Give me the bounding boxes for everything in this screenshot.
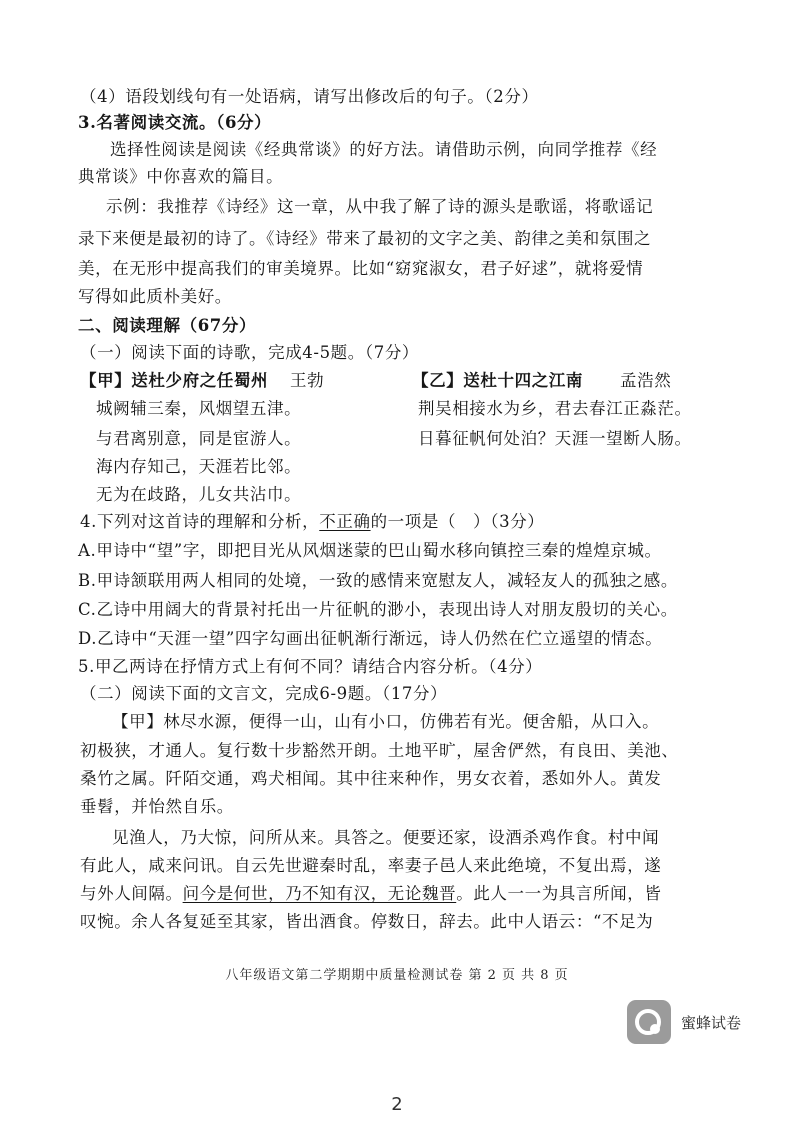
poem-a-line-4: 无为在歧路，儿女共沾巾。 <box>96 485 302 504</box>
poem-a-line-1: 城阙辅三秦，风烟望五津。 <box>96 399 302 418</box>
option-b: B.甲诗颔联用两人相同的处境，一致的感情来宽慰友人，减轻友人的孤独之感。 <box>78 571 678 590</box>
question-3-heading: 3.名著阅读交流。（6分） <box>78 113 272 132</box>
section-2-heading: 二、阅读理解（67分） <box>78 316 257 335</box>
example-line-4: 写得如此质朴美好。 <box>78 287 232 306</box>
question-4-4: （4）语段划线句有一处语病，请写出修改后的句子。（2分） <box>80 87 539 106</box>
question-5: 5.甲乙两诗在抒情方式上有何不同？请结合内容分析。（4分） <box>78 657 543 676</box>
wenyan-line-6: 有此人，咸来问讯。自云先世避秦时乱，率妻子邑人来此绝境，不复出焉，遂 <box>80 856 662 875</box>
wenyan-line-2: 初极狭，才通人。复行数十步豁然开朗。土地平旷，屋舍俨然，有良田、美池、 <box>80 741 679 760</box>
wenyan-line-3: 桑竹之属。阡陌交通，鸡犬相闻。其中往来种作，男女衣着，悉如外人。黄发 <box>80 769 662 788</box>
question-4-emphasis: 不正确 <box>319 512 371 531</box>
option-d: D.乙诗中“天涯一望”四字勾画出征帆渐行渐远，诗人仍然在伫立遥望的情态。 <box>78 629 663 648</box>
poem-a-line-3: 海内存知己，天涯若比邻。 <box>96 457 302 476</box>
wenyan-line-7-start: 与外人间隔。 <box>80 884 183 903</box>
poem-a-line-2: 与君离别意，同是宦游人。 <box>96 429 302 448</box>
page-footer: 八年级语文第二学期期中质量检测试卷 第 2 页 共 8 页 <box>225 968 569 983</box>
wenyan-line-7-end: 。此人一一为具言所闻，皆 <box>456 884 662 903</box>
poem-a-author: 王勃 <box>290 371 325 390</box>
poem-a-title: 【甲】送杜少府之任蜀州 <box>80 371 269 390</box>
example-line-1: 示例：我推荐《诗经》这一章，从中我了解了诗的源头是歌谣，将歌谣记 <box>106 197 654 216</box>
subsection-1-heading: （一）阅读下面的诗歌，完成4-5题。（7分） <box>80 343 420 362</box>
watermark-text: 蜜蜂试卷 <box>681 1013 742 1032</box>
example-line-2: 录下来便是最初的诗了。《诗经》带来了最初的文字之美、韵律之美和氛围之 <box>78 229 652 248</box>
wenyan-line-4: 垂髫，并怡然自乐。 <box>80 797 234 816</box>
poem-b-author: 孟浩然 <box>620 371 672 390</box>
poem-b-line-2: 日暮征帆何处泊？天涯一望断人肠。 <box>418 429 692 448</box>
poem-b-line-1: 荆吴相接水为乡，君去春江正淼茫。 <box>418 399 692 418</box>
poem-b-title: 【乙】送杜十四之江南 <box>412 371 583 390</box>
question-3-text-2: 典常谈》中你喜欢的篇目。 <box>78 167 284 186</box>
option-c: C.乙诗中用阔大的背景衬托出一片征帆的渺小，表现出诗人对朋友殷切的关心。 <box>78 600 678 619</box>
question-4-stem-start: 4.下列对这首诗的理解和分析， <box>80 512 320 531</box>
example-line-3: 美，在无形中提高我们的审美境界。比如“窈窕淑女，君子好逑”，就将爱情 <box>78 259 644 278</box>
page-number: 2 <box>391 1094 403 1115</box>
subsection-2-heading: （二）阅读下面的文言文，完成6-9题。（17分） <box>80 684 448 703</box>
question-3-text-1: 选择性阅读是阅读《经典常谈》的好方法。请借助示例，向同学推荐《经 <box>110 140 658 159</box>
bee-logo-icon <box>627 1000 671 1044</box>
question-4 <box>80 511 544 533</box>
wenyan-line-8: 叹惋。余人各复延至其家，皆出酒食。停数日，辞去。此中人语云：“不足为 <box>80 912 654 931</box>
wenyan-line-1: 【甲】林尽水源，便得一山，山有小口，仿佛若有光。便舍船，从口入。 <box>112 712 660 731</box>
underlined-sentence: 问今是何世，乃不知有汉，无论魏晋 <box>182 884 457 903</box>
option-a: A.甲诗中“望”字，即把目光从风烟迷蒙的巴山蜀水移向镇控三秦的煌煌京城。 <box>78 541 662 560</box>
watermark <box>627 998 787 1046</box>
wenyan-line-5: 见渔人，乃大惊，问所从来。具答之。便要还家，设酒杀鸡作食。村中闻 <box>112 828 660 847</box>
wenyan-line-7 <box>80 883 661 905</box>
question-4-stem-end: 的一项是（ ）（3分） <box>370 512 545 531</box>
